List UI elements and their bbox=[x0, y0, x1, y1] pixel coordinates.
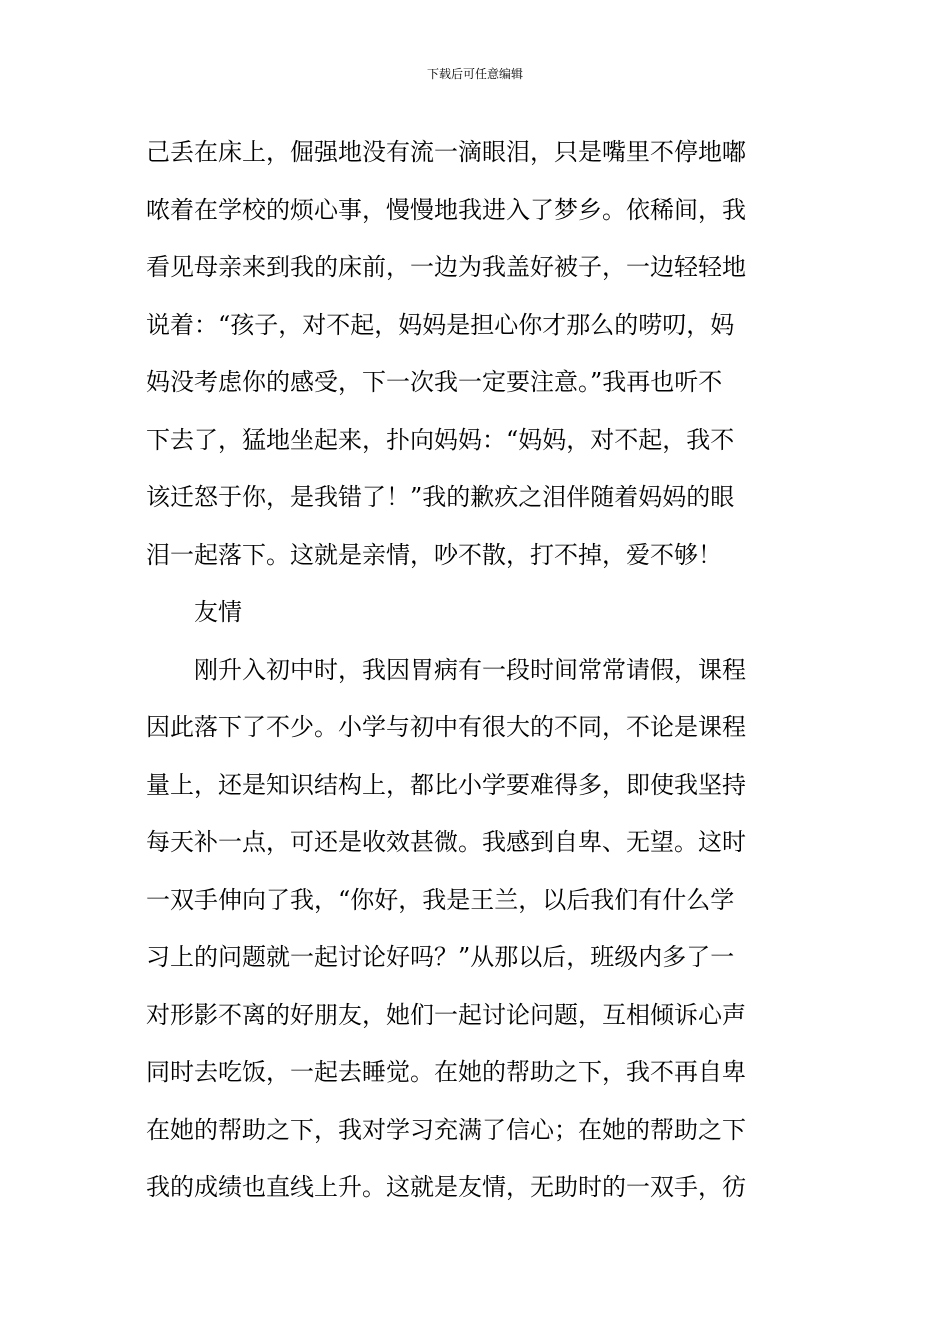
text-line: 我的成绩也直线上升。这就是友情，无助时的一双手，彷 bbox=[146, 1173, 746, 1201]
text-line: 下去了，猛地坐起来，扑向妈妈：“妈妈，对不起，我不 bbox=[146, 425, 735, 454]
document-body bbox=[146, 129, 808, 1222]
text-line: 每天补一点，可还是收效甚微。我感到自卑、无望。这时 bbox=[146, 828, 746, 856]
text-line: 一双手伸向了我，“你好，我是王兰，以后我们有什么学 bbox=[146, 885, 735, 914]
page-header: 下载后可任意编辑 bbox=[426, 67, 523, 81]
text-line: 看见母亲来到我的床前，一边为我盖好被子，一边轻轻地 bbox=[146, 253, 746, 281]
text-line: 对形影不离的好朋友，她们一起讨论问题，互相倾诉心声 bbox=[146, 1000, 746, 1029]
text-line: 量上，还是知识结构上，都比小学要难得多，即使我坚持 bbox=[146, 770, 746, 799]
text-line: 己丢在床上，倔强地没有流一滴眼泪，只是嘴里不停地嘟 bbox=[146, 138, 746, 166]
section-heading: 友情 bbox=[194, 598, 242, 626]
text-line: 泪一起落下。这就是亲情，吵不散，打不掉，爱不够！ bbox=[146, 540, 722, 569]
text-line: 在她的帮助之下，我对学习充满了信心；在她的帮助之下 bbox=[146, 1115, 746, 1144]
text-line: 同时去吃饭，一起去睡觉。在她的帮助之下，我不再自卑 bbox=[146, 1058, 746, 1086]
text-line: 哝着在学校的烦心事，慢慢地我进入了梦乡。依稀间，我 bbox=[146, 195, 746, 224]
text-line: 该迁怒于你，是我错了！”我的歉疚之泪伴随着妈妈的眼 bbox=[146, 483, 735, 511]
paragraph-first-line: 刚升入初中时，我因胃病有一段时间常常请假，课程 bbox=[194, 655, 746, 684]
text-line: 妈没考虑你的感受，下一次我一定要注意。”我再也听不 bbox=[146, 368, 723, 396]
text-line: 说着：“孩子，对不起，妈妈是担心你才那么的唠叨，妈 bbox=[146, 310, 735, 339]
text-line: 习上的问题就一起讨论好吗？”从那以后，班级内多了一 bbox=[146, 943, 735, 971]
text-line: 因此落下了不少。小学与初中有很大的不同，不论是课程 bbox=[146, 713, 746, 741]
